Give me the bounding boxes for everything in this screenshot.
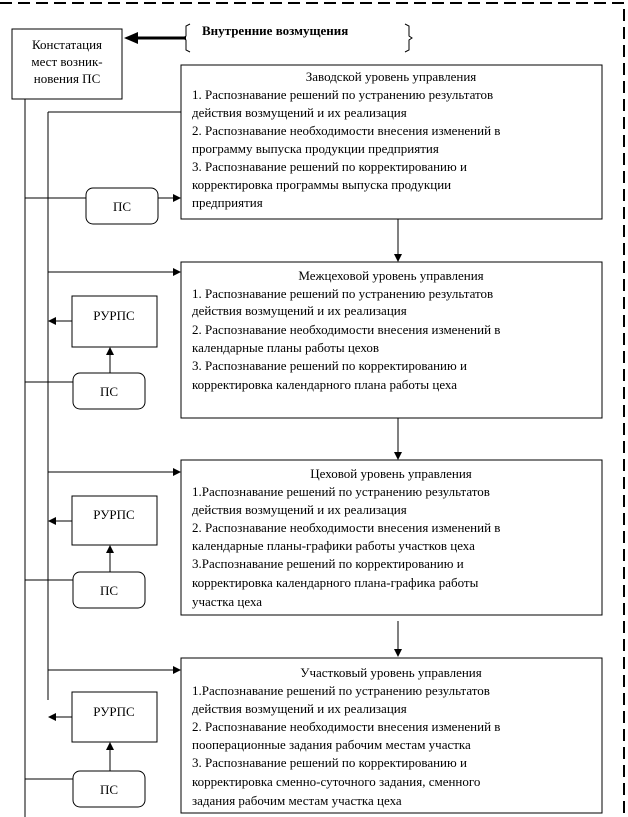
level-text-line: участка цеха (192, 594, 263, 609)
level-text-line: корректировка сменно-суточного задания, сменного (192, 774, 481, 789)
konstatatsiya-line: новения ПС (33, 71, 101, 86)
level-text-line: 2. Распознавание необходимости внесения изменений в (192, 322, 501, 337)
level-text-line: программу выпуска продукции предприятия (192, 141, 439, 156)
level-text-line: 1. Распознавание решений по устранению результатов (192, 286, 494, 301)
header-arrow-head-icon (124, 32, 138, 44)
level-text-line: 3. Распознавание решений по корректированию и (192, 358, 467, 373)
rurps-label: РУРПС (93, 704, 135, 719)
konstatatsiya-line: Констатация (31, 37, 103, 52)
level-title: Участковый уровень управления (300, 665, 482, 680)
level-box-section (181, 658, 602, 813)
level-text-line: 1. Распознавание решений по устранению результатов (192, 87, 494, 102)
level-text-line: календарные планы-графики работы участков цеха (192, 538, 475, 553)
level-box-intershop (181, 262, 602, 418)
level-title: Цеховой уровень управления (310, 466, 472, 481)
rurps-label: РУРПС (93, 308, 135, 323)
level-text-line: задания рабочим местам участка цеха (192, 793, 402, 808)
level-text-line: 2. Распознавание необходимости внесения изменений в (192, 719, 501, 734)
level-text-line: действия возмущений и их реализация (192, 303, 407, 318)
rurps-label: РУРПС (93, 507, 135, 522)
header (124, 23, 412, 52)
header-title: Внутренние возмущения (202, 23, 349, 38)
ps-label: ПС (99, 583, 119, 598)
level-text-line: корректировка программы выпуска продукции (192, 177, 452, 192)
ps-label: ПС (99, 782, 119, 797)
level-text-line: корректировка календарного плана работы цеха (192, 377, 458, 392)
level-text-line: 3.Распознавание решений по корректированию и (192, 556, 464, 571)
ps-label: ПС (112, 199, 132, 214)
level-text-line: 2. Распознавание необходимости внесения изменений в (192, 520, 501, 535)
level-text-line: пооперационные задания рабочим местам участка (192, 737, 471, 752)
level-text-line: действия возмущений и их реализация (192, 701, 407, 716)
level-box-shop (181, 460, 602, 615)
konstatatsiya-line: мест возник- (31, 54, 103, 69)
level-text-line: календарные планы работы цехов (192, 340, 380, 355)
level-frame (181, 658, 602, 813)
level-text-line: корректировка календарного плана-графика работы (192, 575, 479, 590)
level-title: Межцеховой уровень управления (298, 268, 484, 283)
level-text-line: 1.Распознавание решений по устранению результатов (192, 683, 490, 698)
level-text-line: 3. Распознавание решений по корректированию и (192, 159, 467, 174)
level-text-line: 2. Распознавание необходимости внесения изменений в (192, 123, 501, 138)
level-text-line: действия возмущений и их реализация (192, 105, 407, 120)
ps-label: ПС (99, 384, 119, 399)
level-text-line: 1.Распознавание решений по устранению результатов (192, 484, 490, 499)
level-text-line: действия возмущений и их реализация (192, 502, 407, 517)
level-text-line: предприятия (192, 195, 263, 210)
konstatatsiya-box (12, 29, 122, 99)
level-box-factory (181, 65, 602, 219)
level-title: Заводской уровень управления (305, 69, 477, 84)
right-brace-icon (405, 24, 412, 52)
level-text-line: 3. Распознавание решений по корректированию и (192, 755, 467, 770)
